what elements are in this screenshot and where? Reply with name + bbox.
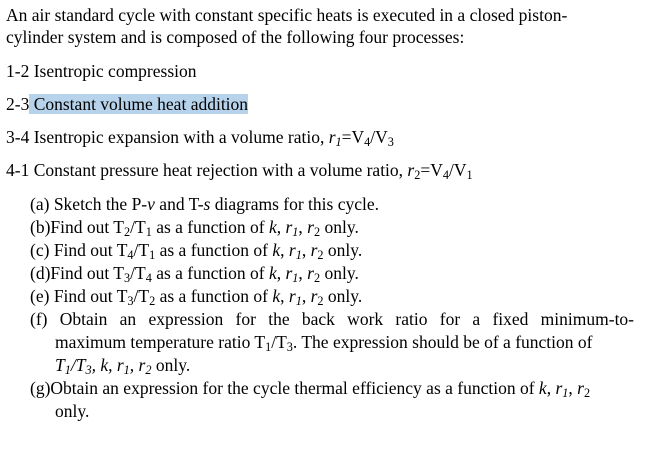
selected-text-highlight[interactable]: Constant volume heat addition (29, 94, 248, 114)
process-2-3: 2-3 Constant volume heat addition (6, 94, 249, 114)
question-g-line-1: (g)Obtain an expression for the cycle thermal efficiency as a function of k, $r_1$, $r_2$ (30, 378, 591, 401)
intro-line-1: An air standard cycle with constant specific heats is executed in a closed piston- (6, 5, 568, 25)
question-f-line-3: $T_1/T_3$, k, $r_1$, $r_2$ only. (55, 355, 191, 378)
intro-line-2: cylinder system and is composed of the following four processes: (6, 27, 465, 47)
question-f-line-1: (f) Obtain an expression for the back work ratio for a fixed minimum-to- (30, 309, 635, 329)
process-1-2: 1-2 Isentropic compression (6, 61, 197, 81)
question-c: (c) Find out $T_4/T_1$ as a function of k, $r_1$, $r_2$ only. (30, 240, 363, 263)
question-e: (e) Find out $T_3/T_2$ as a function of k, $r_1$, $r_2$ only. (30, 286, 363, 309)
question-f-line-2: maximum temperature ratio $T_1/T_3$. The expression should be of a function of (55, 332, 593, 355)
process-4-1: 4-1 Constant pressure heat rejection with a volume ratio, $r_2=V_4/V_1$ (6, 160, 473, 183)
question-g-line-2: only. (55, 401, 90, 421)
question-d: (d)Find out $T_3/T_4$ as a function of k, $r_1$, $r_2$ only. (30, 263, 359, 286)
question-a: (a) Sketch the P-v and T-s diagrams for this cycle. (30, 194, 379, 214)
question-b: (b)Find out $T_2/T_1$ as a function of k, $r_1$, $r_2$ only. (30, 217, 359, 240)
process-3-4: 3-4 Isentropic expansion with a volume ratio, $r_1=V_4/V_3$ (6, 127, 394, 150)
